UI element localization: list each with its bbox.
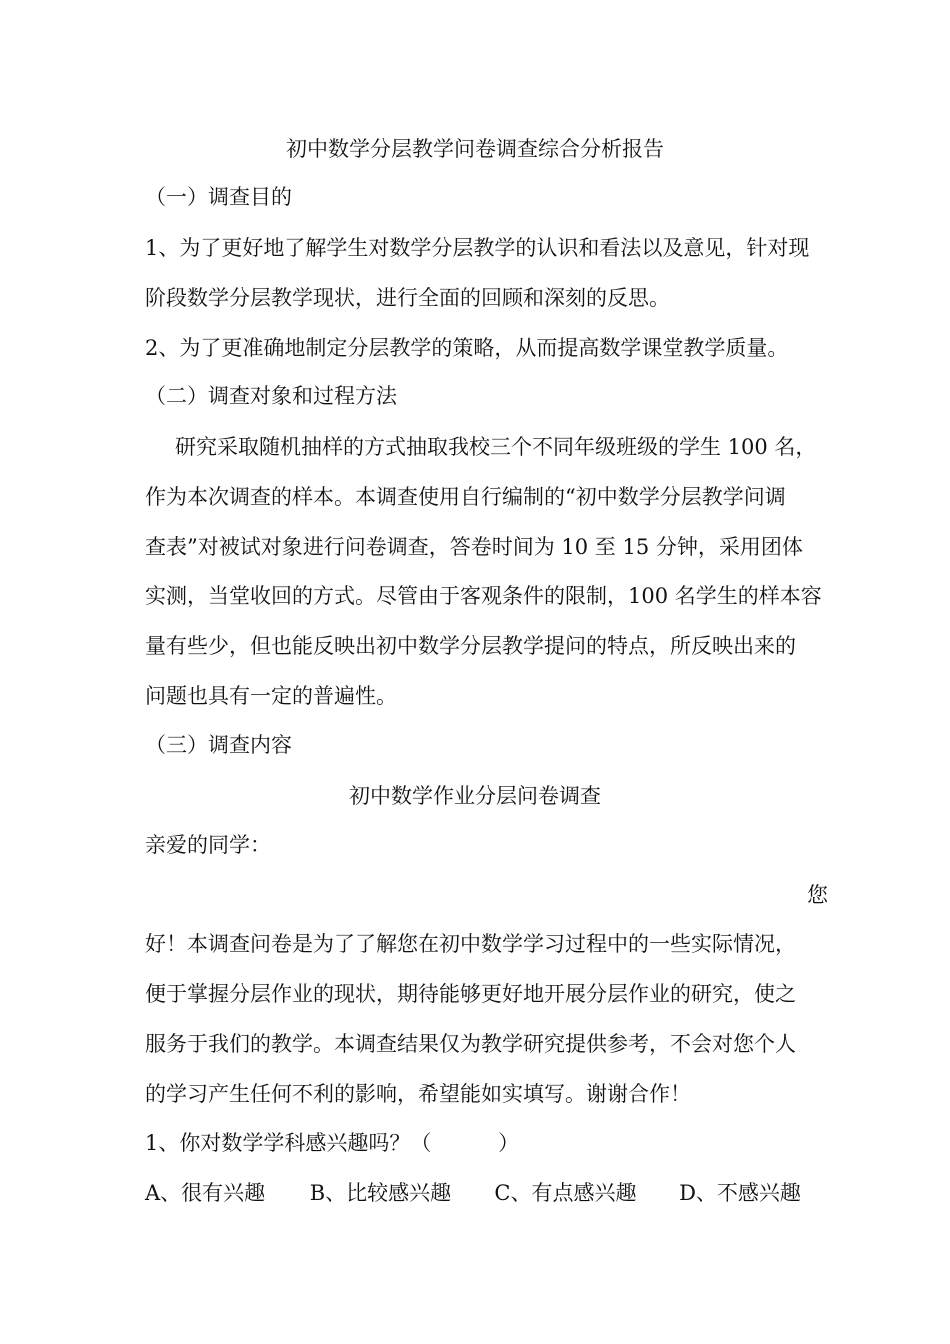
paragraph-line: 阶段数学分层教学现状，进行全面的回顾和深刻的反思。 xyxy=(145,286,670,310)
survey-greeting: 亲爱的同学： xyxy=(145,833,271,857)
paragraph-line: 1、为了更好地了解学生对数学分层教学的认识和看法以及意见，针对现 xyxy=(145,236,810,260)
section-heading-method: （二）调查对象和过程方法 xyxy=(145,384,397,408)
option-a: A、很有兴趣 xyxy=(145,1181,266,1205)
paragraph-line: 作为本次调查的样本。本调查使用自行编制的“初中数学分层教学问调 xyxy=(145,485,786,509)
section-heading-content: （三）调查内容 xyxy=(145,733,292,757)
survey-hello: 您 xyxy=(807,883,828,907)
survey-title: 初中数学作业分层问卷调查 xyxy=(349,784,601,808)
option-b: B、比较感兴趣 xyxy=(309,1181,452,1205)
survey-intro-line: 好！本调查问卷是为了了解您在初中数学学习过程中的一些实际情况， xyxy=(145,932,796,956)
paragraph-line: 实测，当堂收回的方式。尽管由于客观条件的限制，100 名学生的样本容 xyxy=(145,584,822,608)
section-heading-purpose: （一）调查目的 xyxy=(145,185,292,209)
paragraph-line: 研究采取随机抽样的方式抽取我校三个不同年级班级的学生 100 名， xyxy=(175,435,817,459)
survey-intro-line: 的学习产生任何不利的影响，希望能如实填写。谢谢合作！ xyxy=(145,1082,691,1106)
option-c: C、有点感兴趣 xyxy=(494,1181,637,1205)
survey-question-1: 1、你对数学学科感兴趣吗？（ ） xyxy=(145,1131,520,1155)
paragraph-line: 量有些少，但也能反映出初中数学分层教学提问的特点，所反映出来的 xyxy=(145,634,796,658)
page-title: 初中数学分层教学问卷调查综合分析报告 xyxy=(286,137,664,161)
paragraph-line: 问题也具有一定的普遍性。 xyxy=(145,684,397,708)
survey-intro-line: 服务于我们的教学。本调查结果仅为教学研究提供参考，不会对您个人 xyxy=(145,1032,796,1056)
paragraph-line: 查表”对被试对象进行问卷调查，答卷时间为 10 至 15 分钟，采用团体 xyxy=(145,535,803,559)
paragraph-line: 2、为了更准确地制定分层教学的策略，从而提高数学课堂教学质量。 xyxy=(145,336,789,360)
question-1-options xyxy=(145,1178,828,1208)
survey-intro-line: 便于掌握分层作业的现状，期待能够更好地开展分层作业的研究，使之 xyxy=(145,982,796,1006)
option-d: D、不感兴趣 xyxy=(679,1181,801,1205)
